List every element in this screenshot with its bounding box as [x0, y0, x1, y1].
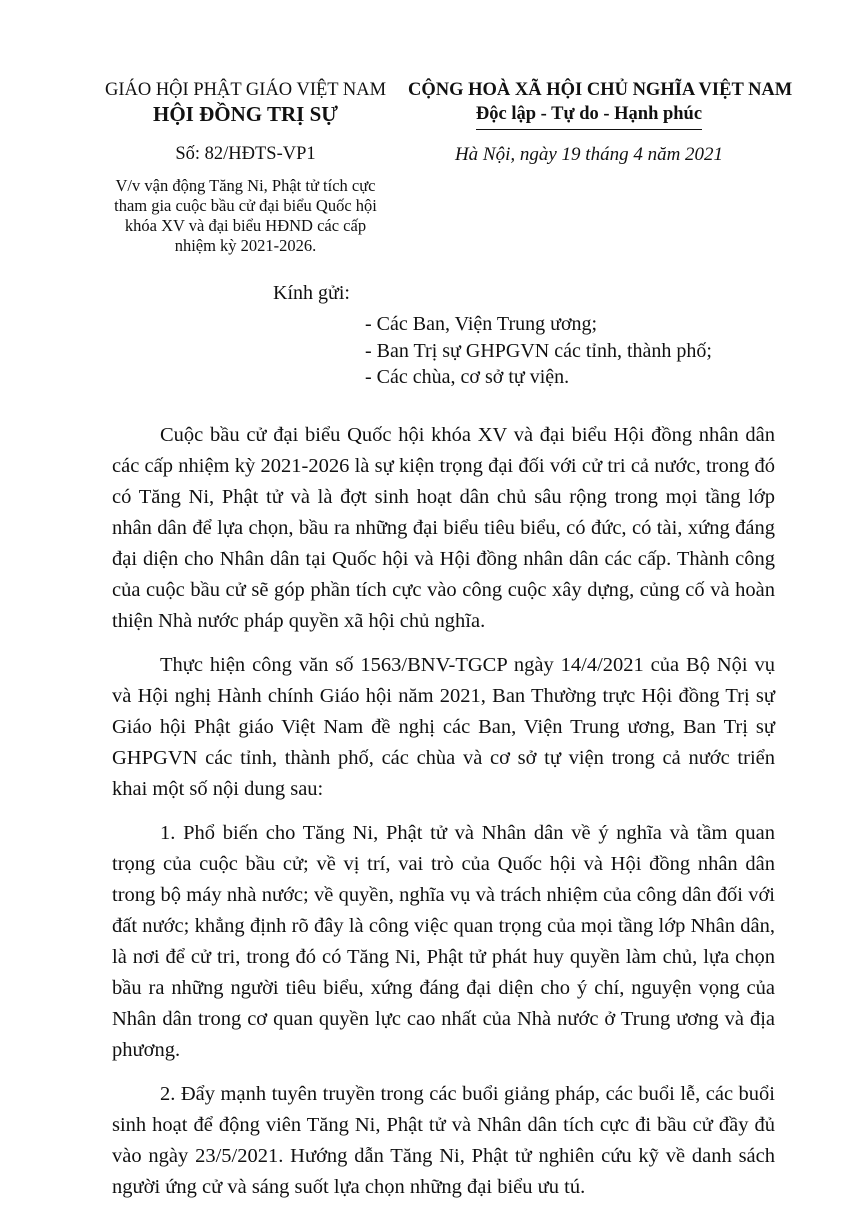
document-subject: [88, 176, 403, 256]
subject-line: tham gia cuộc bầu cử đại biểu Quốc hội: [114, 196, 377, 215]
recipient-item: - Các Ban, Viện Trung ương;: [365, 313, 598, 335]
recipient-list: [365, 311, 712, 391]
issuer-header: [88, 79, 403, 256]
recipient-item: - Ban Trị sự GHPGVN các tỉnh, thành phố;: [365, 339, 712, 362]
recipient-item: - Các chùa, cơ sở tự viện.: [365, 366, 570, 388]
document-body: [112, 420, 775, 1216]
organization-name: GIÁO HỘI PHẬT GIÁO VIỆT NAM: [104, 80, 387, 100]
body-paragraph: 2. Đẩy mạnh tuyên truyền trong các buổi giảng pháp, các buổi lễ, các buổi sinh hoạt để động viên Tăng Ni, Phật tử và Nhân dân tích cực đi bầu cử đầy đủ vào ngày 23/5/2021. Hướng dẫn Tăng Ni, Phật tử nghiên cứu kỹ về danh sách người ứng cử và sáng suốt lựa chọn những đại biểu ưu tú.: [112, 1083, 775, 1198]
council-name: HỘI ĐỒNG TRỊ SỰ: [153, 102, 338, 126]
place-date: Hà Nội, ngày 19 tháng 4 năm 2021: [454, 144, 724, 165]
subject-line: khóa XV và đại biểu HĐND các cấp: [124, 216, 367, 235]
greeting: Kính gửi:: [273, 282, 350, 304]
subject-line: nhiệm kỳ 2021-2026.: [174, 236, 317, 255]
subject-line: V/v vận động Tăng Ni, Phật tử tích cực: [115, 176, 376, 195]
body-paragraph: 1. Phổ biến cho Tăng Ni, Phật tử và Nhân dân về ý nghĩa và tầm quan trọng của cuộc bầu cử; về vị trí, vai trò của Quốc hội và Hội đồng nhân dân trong bộ máy nhà nước; về quyền, nghĩa vụ và trách nhiệm của công dân đối với đất nước; khẳng định rõ đây là công việc quan trọng của mọi tầng lớp Nhân dân, là nơi để cử tri, trong đó có Tăng Ni, Phật tử phát huy quyền làm chủ, lựa chọn bầu ra những người tiêu biểu, xứng đáng đại diện cho ý chí, nguyện vọng của Nhân dân trong cơ quan quyền lực cao nhất của Nhà nước ở Trung ương và địa phương.: [112, 822, 775, 1061]
national-motto: Độc lập - Tự do - Hạnh phúc: [476, 101, 702, 130]
nation-name: CỘNG HOÀ XÃ HỘI CHỦ NGHĨA VIỆT NAM: [408, 80, 793, 100]
body-paragraph: Thực hiện công văn số 1563/BNV-TGCP ngày 14/4/2021 của Bộ Nội vụ và Hội nghị Hành chính Giáo hội năm 2021, Ban Thường trực Hội đồng Trị sự Giáo hội Phật giáo Việt Nam đề nghị các Ban, Viện Trung ương, Ban Trị sự GHPGVN các tỉnh, thành phố, các chùa và cơ sở tự viện trong cả nước triển khai một số nội dung sau:: [112, 654, 775, 800]
body-paragraph: Cuộc bầu cử đại biểu Quốc hội khóa XV và đại biểu Hội đồng nhân dân các cấp nhiệm kỳ 2021-2026 là sự kiện trọng đại đối với cử tri cả nước, trong đó có Tăng Ni, Phật tử và là đợt sinh hoạt dân chủ sâu rộng trong mọi tầng lớp nhân dân để lựa chọn, bầu ra những đại biểu tiêu biểu, có đức, có tài, xứng đáng đại diện cho Nhân dân tại Quốc hội và Hội đồng nhân dân các cấp. Thành công của cuộc bầu cử sẽ góp phần tích cực vào công cuộc xây dựng, củng cố và hoàn thiện Nhà nước pháp quyền xã hội chủ nghĩa.: [112, 424, 775, 632]
national-header: [408, 79, 793, 167]
document-number: Số: 82/HĐTS-VP1: [175, 144, 316, 164]
